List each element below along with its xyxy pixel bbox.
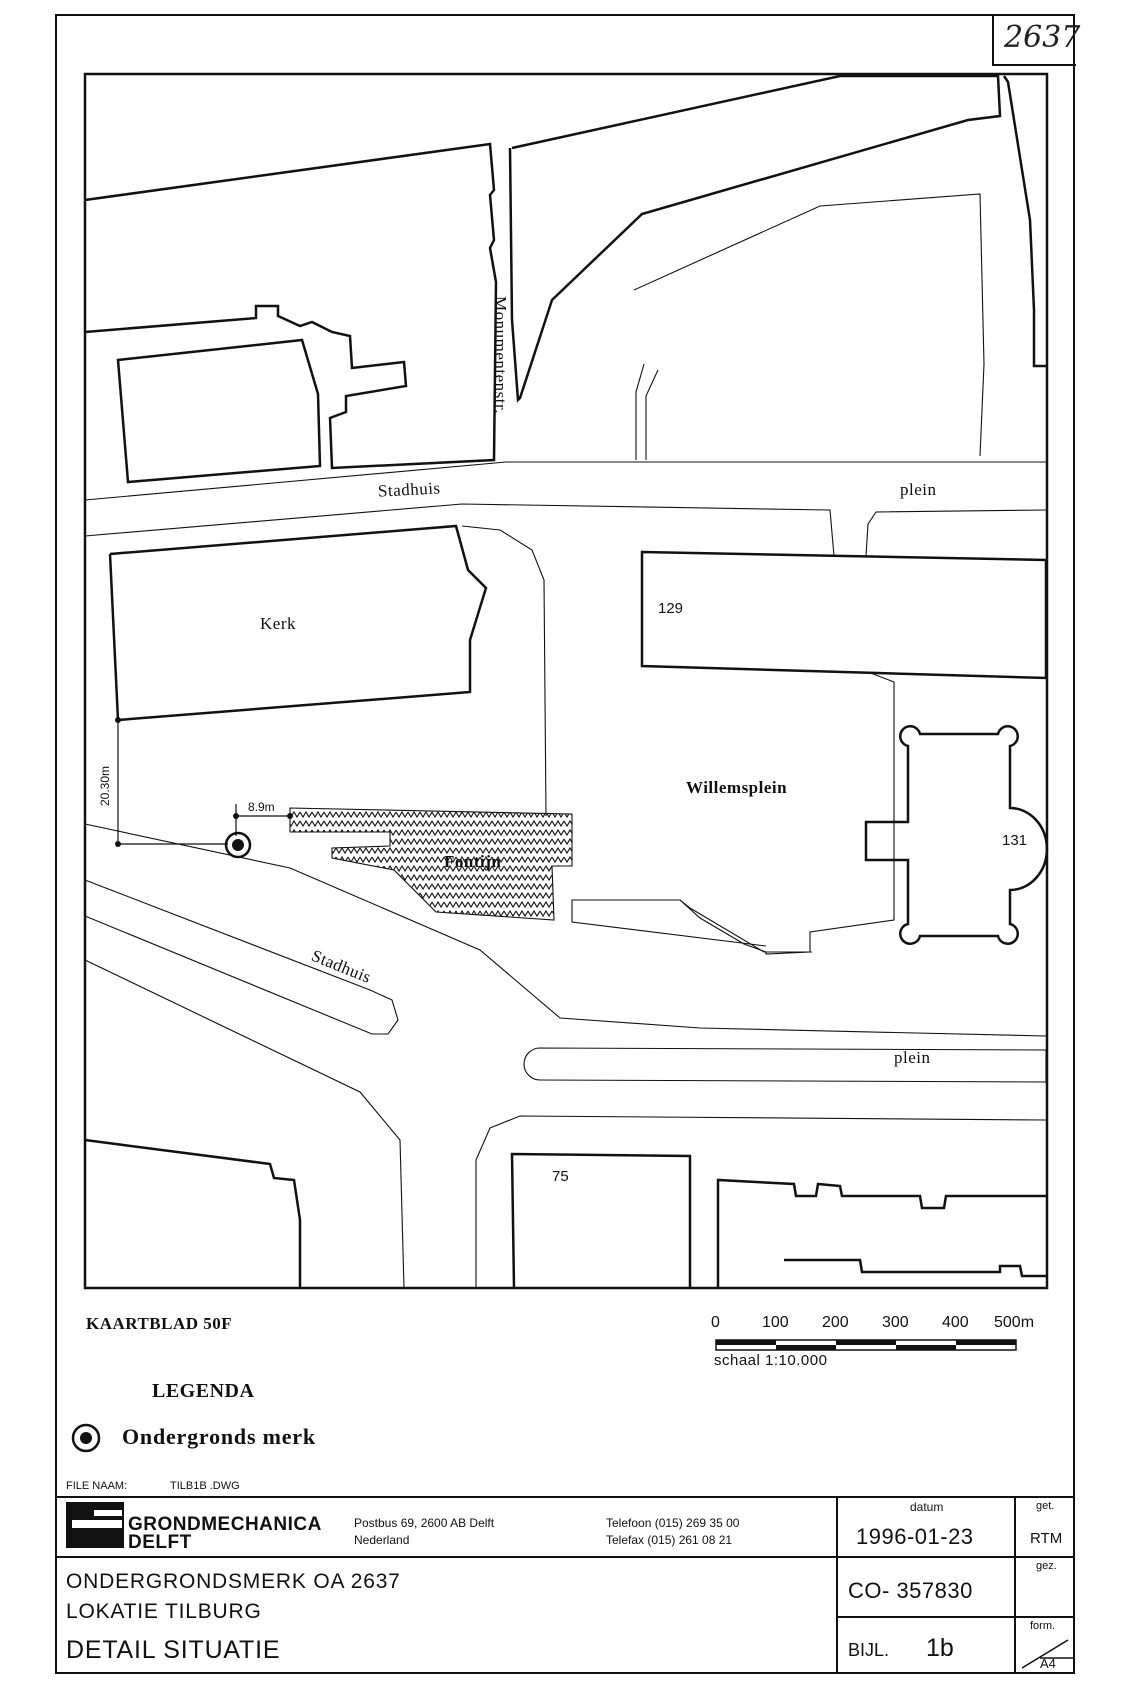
fountain-label: Fontijn <box>444 852 502 871</box>
building-kerk <box>110 526 486 720</box>
legend-title: LEGENDA <box>152 1380 255 1402</box>
title-block-rule-mid <box>55 1556 1075 1558</box>
street-label-plein-top: plein <box>900 480 937 499</box>
file-name-label: FILE NAAM: <box>66 1480 128 1492</box>
project-title-line2: LOKATIE TILBURG <box>66 1600 262 1623</box>
building-inner-left <box>118 340 320 482</box>
street-line-top-3 <box>866 510 1046 556</box>
phone-number: Telefoon (015) 269 35 00 <box>606 1516 740 1530</box>
road-curve-kerk <box>462 526 546 816</box>
property-line-top-middle-b <box>646 370 658 460</box>
property-line-top-right <box>634 194 984 456</box>
building-top-middle <box>510 76 1000 400</box>
street-line-lower-4 <box>476 1116 1046 1288</box>
building-label-131: 131 <box>1002 832 1028 849</box>
format-value: A4 <box>1040 1656 1056 1671</box>
scale-ticks <box>704 1314 1044 1334</box>
file-name-value: TILB1B .DWG <box>170 1480 240 1492</box>
dimension-label-vertical: 20.30m <box>98 765 112 806</box>
building-129 <box>642 552 1046 678</box>
title-block-divider-2 <box>1014 1496 1016 1674</box>
project-title-line1: ONDERGRONDSMERK OA 2637 <box>66 1570 401 1593</box>
drawn-by-label: get. <box>1036 1500 1055 1512</box>
title-block-divider-1 <box>836 1496 838 1674</box>
legend-symbol-inner <box>80 1432 92 1444</box>
square-label-willemsplein: Willemsplein <box>686 778 788 797</box>
dim-dot-left <box>233 813 239 819</box>
datum-label: datum <box>910 1500 944 1514</box>
scale-tick-100: 100 <box>762 1314 789 1331</box>
scale-tick-0: 0 <box>711 1314 720 1331</box>
drawn-by-value: RTM <box>1030 1530 1063 1547</box>
address-line2: Nederland <box>354 1533 410 1547</box>
dim-dot-right <box>287 813 293 819</box>
scale-tick-200: 200 <box>822 1314 849 1331</box>
checked-by-label: gez. <box>1036 1560 1057 1572</box>
legend-item-label: Ondergronds merk <box>122 1424 316 1449</box>
street-line-lower-3 <box>85 960 404 1288</box>
street-label-monumentenstr: Monumentenstr. <box>491 296 510 414</box>
title-block-rule-right-mid <box>836 1616 1075 1618</box>
traffic-island <box>524 1048 1046 1082</box>
attachment-value: 1b <box>926 1634 954 1662</box>
street-label-plein-bottom: plein <box>894 1048 931 1067</box>
address-line1: Postbus 69, 2600 AB Delft <box>354 1516 495 1530</box>
building-top-right <box>1004 76 1046 366</box>
format-label: form. <box>1030 1620 1056 1632</box>
title-block-rule-top <box>55 1496 1075 1498</box>
attachment-label: BIJL. <box>848 1640 890 1660</box>
building-top-left <box>85 144 496 468</box>
map-border <box>85 74 1047 1288</box>
company-name-line1: GRONDMECHANICA <box>128 1514 322 1535</box>
building-label-75: 75 <box>552 1168 569 1185</box>
benchmark-symbol-inner <box>232 839 244 851</box>
scale-bar <box>716 1340 1016 1350</box>
kaartblad-label: KAARTBLAD 50F <box>86 1314 233 1333</box>
scale-tick-300: 300 <box>882 1314 909 1331</box>
project-title-line3: DETAIL SITUATIE <box>66 1636 281 1664</box>
street-line-top-2 <box>85 504 834 556</box>
street-line-lower-2 <box>85 880 398 1034</box>
dimension-label-horizontal: 8.9m <box>248 800 275 814</box>
building-label-kerk: Kerk <box>260 614 296 633</box>
building-bottom-left <box>85 1140 300 1288</box>
scale-text: schaal 1:10.000 <box>714 1352 828 1369</box>
company-logo <box>66 1502 124 1548</box>
fax-number: Telefax (015) 261 08 21 <box>606 1533 733 1547</box>
square-outline <box>572 672 894 954</box>
project-code: CO- 357830 <box>848 1578 973 1603</box>
scale-tick-500: 500m <box>994 1314 1035 1331</box>
scale-tick-400: 400 <box>942 1314 969 1331</box>
building-label-129: 129 <box>658 600 684 617</box>
street-label-stadhuis-bottom: Stadhuis <box>308 946 375 988</box>
street-label-stadhuis-top: Stadhuis <box>377 478 441 501</box>
building-bottom-right-b <box>784 1260 1046 1276</box>
property-line-top-middle <box>636 364 644 460</box>
fountain-area <box>290 808 572 920</box>
building-75 <box>512 1154 690 1288</box>
datum-value: 1996-01-23 <box>856 1524 974 1549</box>
company-name-line2: DELFT <box>128 1532 192 1553</box>
dim-dot-top <box>115 717 121 723</box>
handwritten-number: 2637 <box>1004 20 1081 55</box>
